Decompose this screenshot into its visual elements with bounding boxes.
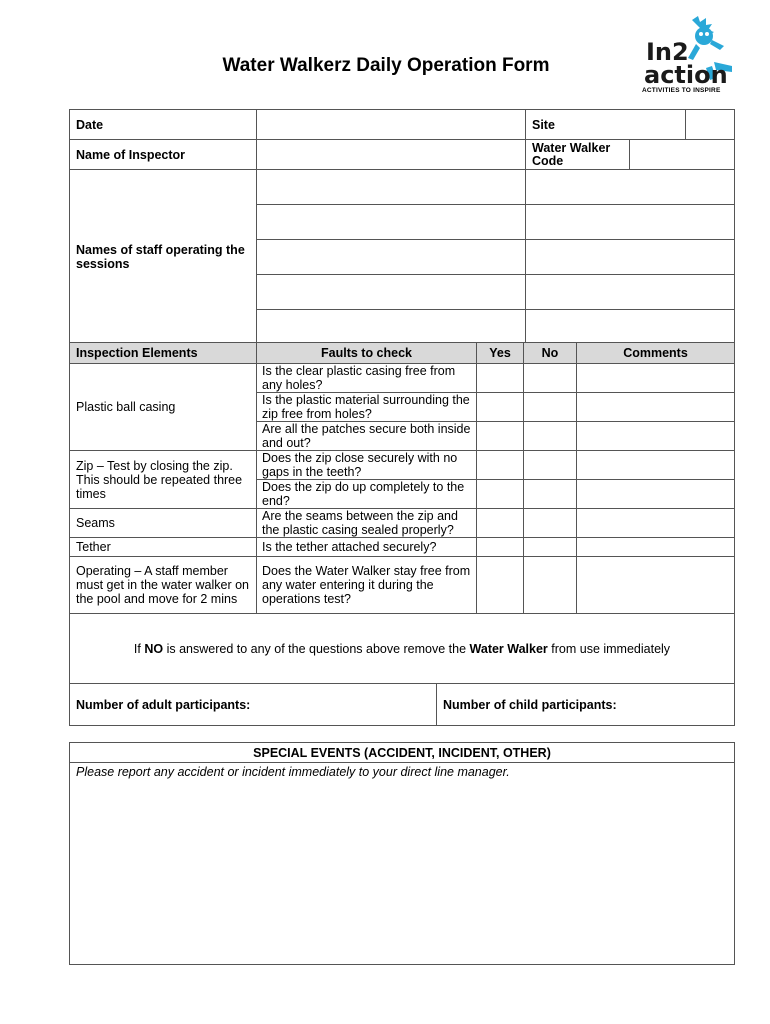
fault-check: Does the zip do up completely to the end? [257,480,477,509]
yes-checkbox[interactable] [477,538,524,557]
header-yes: Yes [477,343,524,364]
special-events-instruction: Please report any accident or incident immediately to your direct line manager. [76,765,510,779]
staff-field[interactable] [257,170,526,205]
logo-text-action: action [644,61,728,88]
element-operating: Operating – A staff member must get in the water walker on the pool and move for 2 mins [70,557,257,614]
in2action-logo [640,16,740,100]
yes-checkbox[interactable] [477,509,524,538]
yes-checkbox[interactable] [477,364,524,393]
yes-checkbox[interactable] [477,422,524,451]
fault-check: Is the plastic material surrounding the zip free from holes? [257,393,477,422]
header-no: No [524,343,577,364]
no-checkbox[interactable] [524,422,577,451]
no-checkbox[interactable] [524,393,577,422]
code-field[interactable] [630,140,734,169]
logo-text-in2: In2 [646,38,689,66]
element-zip: Zip – Test by closing the zip. This should be repeated three times [70,451,257,509]
special-events-field[interactable] [70,763,735,965]
staff-label: Names of staff operating the sessions [70,170,257,345]
yes-checkbox[interactable] [477,480,524,509]
fault-check: Is the tether attached securely? [257,538,477,557]
notice-text: If NO is answered to any of the questions above remove the Water Walker from use immediately [70,614,735,684]
mascot-icon [640,16,740,88]
code-label: Water Walker Code [526,140,630,169]
no-checkbox[interactable] [524,538,577,557]
yes-checkbox[interactable] [477,557,524,614]
fault-check: Does the zip close securely with no gaps in the teeth? [257,451,477,480]
date-field[interactable] [257,110,526,140]
comments-field[interactable] [577,451,735,480]
element-seams: Seams [70,509,257,538]
participants-table [69,683,735,726]
fault-check: Does the Water Walker stay free from any water entering it during the operations test? [257,557,477,614]
special-events-table [69,742,735,965]
yes-checkbox[interactable] [477,393,524,422]
adult-participants-field[interactable]: Number of adult participants: [70,684,437,726]
info-table [69,109,735,345]
fault-check: Are all the patches secure both inside and out? [257,422,477,451]
form-title: Water Walkerz Daily Operation Form [222,55,550,76]
staff-field[interactable] [257,310,526,345]
staff-field[interactable] [526,310,735,345]
header-faults: Faults to check [257,343,477,364]
comments-field[interactable] [577,557,735,614]
staff-field[interactable] [526,275,735,310]
no-checkbox[interactable] [524,451,577,480]
special-events-title: SPECIAL EVENTS (ACCIDENT, INCIDENT, OTHER) [70,743,735,763]
staff-field[interactable] [257,205,526,240]
comments-field[interactable] [577,538,735,557]
no-checkbox[interactable] [524,364,577,393]
inspector-field[interactable] [257,140,526,170]
staff-field[interactable] [257,275,526,310]
yes-checkbox[interactable] [477,451,524,480]
element-tether: Tether [70,538,257,557]
element-plastic-ball-casing: Plastic ball casing [70,364,257,451]
child-participants-field[interactable]: Number of child participants: [437,684,735,726]
comments-field[interactable] [577,393,735,422]
comments-field[interactable] [577,422,735,451]
date-label: Date [70,110,257,140]
no-checkbox[interactable] [524,557,577,614]
no-checkbox[interactable] [524,480,577,509]
comments-field[interactable] [577,364,735,393]
staff-field[interactable] [257,240,526,275]
site-label: Site [526,110,735,140]
comments-field[interactable] [577,480,735,509]
staff-field[interactable] [526,170,735,205]
fault-check: Is the clear plastic casing free from any holes? [257,364,477,393]
header-elements: Inspection Elements [70,343,257,364]
comments-field[interactable] [577,509,735,538]
fault-check: Are the seams between the zip and the plastic casing sealed properly? [257,509,477,538]
staff-field[interactable] [526,240,735,275]
site-field[interactable] [686,110,734,139]
inspector-label: Name of Inspector [70,140,257,170]
logo-tagline: ACTIVITIES TO INSPIRE [642,87,721,94]
no-checkbox[interactable] [524,509,577,538]
header-comments: Comments [577,343,735,364]
inspection-table [69,342,735,684]
staff-field[interactable] [526,205,735,240]
code-row [526,140,735,170]
